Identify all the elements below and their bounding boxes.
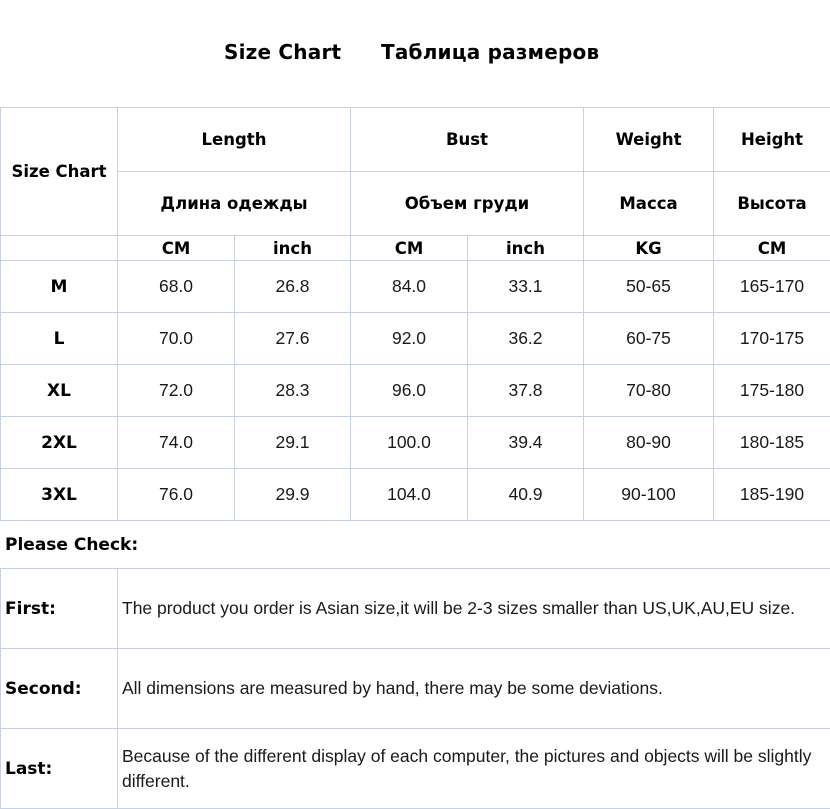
table-cell: 40.9 [468,469,584,521]
table-row [1,261,830,313]
table-cell: 68.0 [118,261,235,313]
row-header-cell: Size Chart [1,108,118,236]
size-label: XL [1,365,118,417]
table-row [1,417,830,469]
group-bust-ru: Объем груди [351,172,584,236]
title-russian: Таблица размеров [381,40,599,64]
unit-cell: CM [714,236,830,261]
table-cell: 60-75 [584,313,714,365]
please-check-heading: Please Check: [5,535,138,555]
table-cell: 165-170 [714,261,830,313]
table-cell: 84.0 [351,261,468,313]
table-cell: 76.0 [118,469,235,521]
units-empty-cell [1,236,118,261]
note-text: The product you order is Asian size,it will be 2-3 sizes smaller than US,UK,AU,EU size. [118,569,830,649]
title-english: Size Chart [224,40,341,64]
table-cell: 70-80 [584,365,714,417]
table-cell: 92.0 [351,313,468,365]
note-text: Because of the different display of each computer, the pictures and objects will be slightly different. [118,729,830,809]
note-row [1,729,830,809]
group-bust-en: Bust [351,108,584,172]
unit-cell: CM [118,236,235,261]
table-cell: 170-175 [714,313,830,365]
note-text: All dimensions are measured by hand, there may be some deviations. [118,649,830,729]
size-label: L [1,313,118,365]
table-cell: 72.0 [118,365,235,417]
group-weight-en: Weight [584,108,714,172]
table-cell: 185-190 [714,469,830,521]
table-cell: 29.1 [235,417,351,469]
table-row [1,365,830,417]
table-cell: 37.8 [468,365,584,417]
table-cell: 180-185 [714,417,830,469]
table-row [1,313,830,365]
table-cell: 28.3 [235,365,351,417]
note-label: Last: [1,729,118,809]
header-row-english [1,108,830,172]
table-cell: 26.8 [235,261,351,313]
table-cell: 36.2 [468,313,584,365]
note-label: Second: [1,649,118,729]
note-row [1,649,830,729]
table-cell: 27.6 [235,313,351,365]
group-height-en: Height [714,108,830,172]
notes-table [0,568,830,809]
unit-cell: KG [584,236,714,261]
size-label: 2XL [1,417,118,469]
table-cell: 104.0 [351,469,468,521]
group-height-ru: Высота [714,172,830,236]
size-table [0,107,830,521]
table-cell: 100.0 [351,417,468,469]
table-row [1,469,830,521]
header-row-russian [1,172,830,236]
table-cell: 33.1 [468,261,584,313]
unit-cell: inch [235,236,351,261]
units-row [1,236,830,261]
table-cell: 90-100 [584,469,714,521]
table-cell: 39.4 [468,417,584,469]
table-cell: 96.0 [351,365,468,417]
size-label: 3XL [1,469,118,521]
note-label: First: [1,569,118,649]
note-row [1,569,830,649]
unit-cell: inch [468,236,584,261]
group-length-en: Length [118,108,351,172]
title-area [0,0,830,108]
table-cell: 29.9 [235,469,351,521]
table-cell: 80-90 [584,417,714,469]
table-cell: 50-65 [584,261,714,313]
size-label: M [1,261,118,313]
group-weight-ru: Масса [584,172,714,236]
table-cell: 74.0 [118,417,235,469]
unit-cell: CM [351,236,468,261]
table-cell: 175-180 [714,365,830,417]
group-length-ru: Длина одежды [118,172,351,236]
table-cell: 70.0 [118,313,235,365]
